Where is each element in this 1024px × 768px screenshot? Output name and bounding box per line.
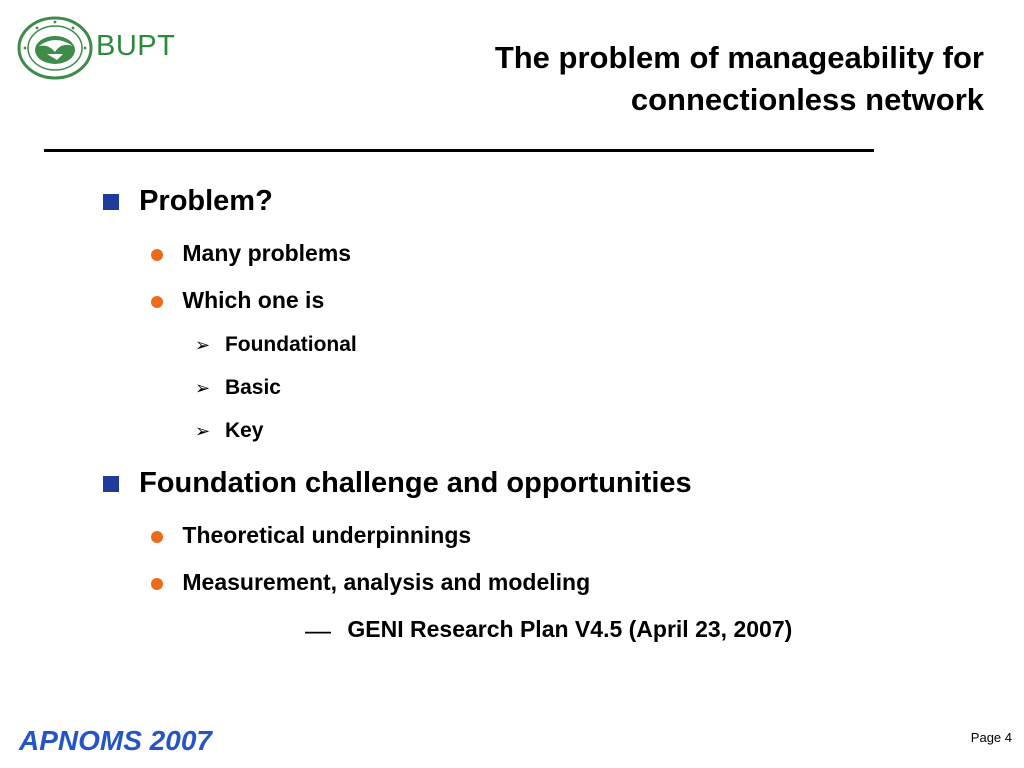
university-seal-logo-icon [17,16,93,80]
citation-text: GENI Research Plan V4.5 (April 23, 2007) [347,615,793,642]
list-item: Many problems [151,240,351,267]
section-label: Problem? [139,185,273,217]
arrowhead-bullet-icon: ➢ [195,334,211,355]
round-bullet-icon [151,296,163,308]
section-label: Foundation challenge and opportunities [139,467,692,499]
title-divider [44,149,874,152]
slide-title [424,37,984,121]
arrowhead-bullet-icon: ➢ [195,377,211,398]
conference-footer: APNOMS 2007 [19,725,212,756]
round-bullet-icon [151,249,163,261]
section-foundation [103,467,692,500]
brand-name: BUPT [96,30,176,62]
sub-list-item: ➢ Foundational [195,333,357,356]
section-problem [103,185,273,218]
title-line-2: connectionless network [630,82,984,117]
page-number: Page 4 [970,730,1012,745]
arrowhead-bullet-icon: ➢ [195,420,211,441]
sub-list-item: ➢ Basic [195,376,281,399]
list-item: Measurement, analysis and modeling [151,569,590,596]
sub-list-item: ➢ Key [195,419,264,442]
round-bullet-icon [151,531,163,543]
citation [305,615,792,646]
round-bullet-icon [151,578,163,590]
list-item: Theoretical underpinnings [151,522,471,549]
list-item: Which one is [151,287,324,314]
title-line-1: The problem of manageability for [494,40,984,75]
square-bullet-icon [103,476,119,492]
citation-dash: — [305,615,331,645]
square-bullet-icon [103,194,119,210]
